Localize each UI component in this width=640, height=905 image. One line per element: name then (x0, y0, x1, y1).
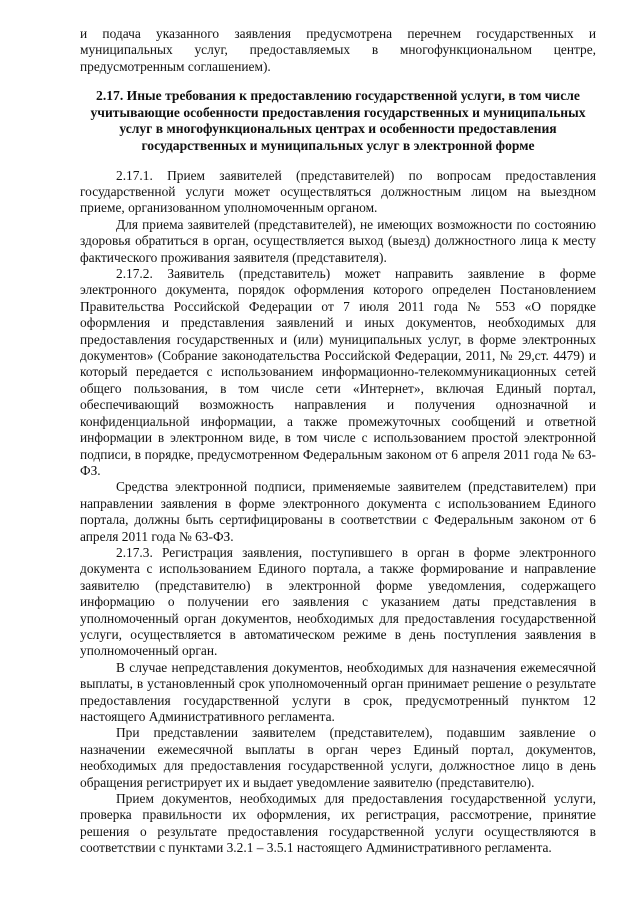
paragraph-2-17-1: 2.17.1. Прием заявителей (представителей) по вопросам предоставления государственной услуги может осуществляться должностным лицом на выездном приеме, организованном уполномоченным органом. (80, 167, 596, 216)
document-page (80, 26, 596, 857)
paragraph-non-submission: В случае непредставления документов, необходимых для назначения ежемесячной выплаты, в установленный срок уполномоченный орган принимает решение о результате предоставления государственной услуги в срок, предусмотренный пунктом 12 настоящего Административного регламента. (80, 659, 596, 724)
section-heading: 2.17. Иные требования к предоставлению государственной услуги, в том числе учитывающие особенности предоставления государственных и муниципальных услуг в многофункциональных центрах и особенности предоставления государственных и муниципальных услуг в электронной форме (90, 88, 586, 153)
paragraph-document-acceptance: Прием документов, необходимых для предоставления государственной услуги, проверка правильности их оформления, их регистрация, рассмотрение, принятие решения о результате предоставления государственной услуги осуществляются в соответствии с пунктами 3.2.1 – 3.5.1 настоящего Административного регламента. (80, 791, 596, 856)
intro-paragraph: и подача указанного заявления предусмотрена перечнем государственных и муниципальных услуг, предоставляемых в многофункциональном центре, предусмотренным соглашением). (80, 26, 596, 74)
paragraph-2-17-2: 2.17.2. Заявитель (представитель) может направить заявление в форме электронного документа, порядок оформления которого определен Постановлением Правительства Российской Федерации от 7 июля 2011 года № 553 «О порядке оформления и представления заявлений и иных документов, необходимых для предоставления государственных и (или) муниципальных услуг, в форме электронных документов» (Собрание законодательства Российской Федерации, 2011, № 29,ст. 4479) и который передается с использованием информационно-телекоммуникационных сетей общего пользования, в том числе сети «Интернет», включая Единый портал, обеспечивающий возможность направления и получения однозначной и конфиденциальной информации, а также промежуточных сообщений и ответной информации в электронном виде, в том числе с использованием простой электронной подписи, в порядке, предусмотренном Федеральным законом от 6 апреля 2011 года № 63-ФЗ. (80, 266, 596, 478)
paragraph-document-submission: При представлении заявителем (представителем), подавшим заявление о назначении ежемесячной выплаты в орган через Единый портал, документов, необходимых для предоставления государственной услуги, должностное лицо в день обращения регистрирует их и выдает уведомление заявителю (представителю). (80, 725, 596, 790)
paragraph-2-17-3: 2.17.3. Регистрация заявления, поступившего в орган в форме электронного документа с использованием Единого портала, а также формирование и направление заявителю (представителю) в электронной форме уведомления, содержащего информацию о получении его заявления с указанием даты представления в уполномоченный орган документов, необходимых для предоставления государственной услуги, осуществляется в автоматическом режиме в день поступления заявления в уполномоченный орган. (80, 544, 596, 659)
paragraph-visiting-reception: Для приема заявителей (представителей), не имеющих возможности по состоянию здоровья обратиться в орган, осуществляется выход (выезд) должностного лица к месту фактического проживания заявителя (представителя). (80, 216, 596, 265)
paragraph-electronic-signature: Средства электронной подписи, применяемые заявителем (представителем) при направлении заявления в форме электронного документа с использованием Единого портала, должны быть сертифицированы в соответствии с Федеральным законом от 6 апреля 2011 года № 63-ФЗ. (80, 479, 596, 544)
